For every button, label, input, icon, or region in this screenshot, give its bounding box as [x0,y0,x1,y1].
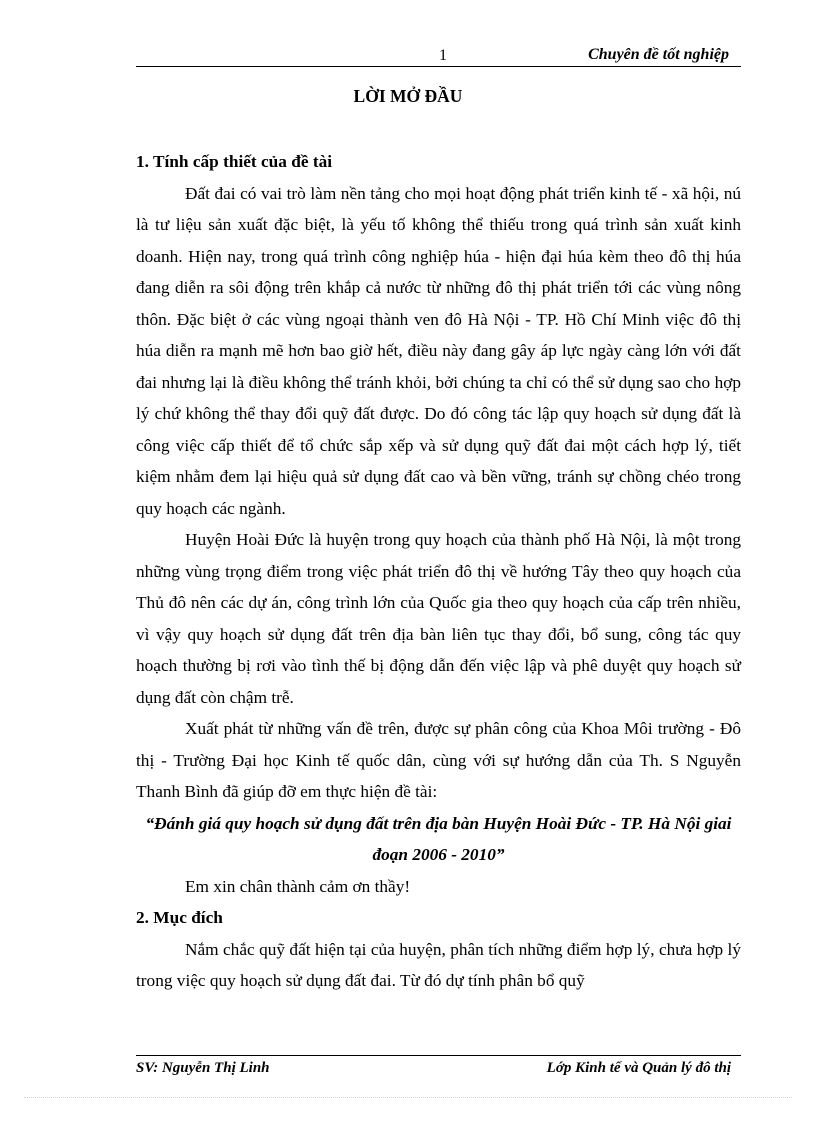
footer-class-name: Lớp Kinh tế và Quản lý đô thị [546,1060,731,1076]
paragraph-land-role: Đất đai có vai trò làm nền tảng cho mọi hoạt động phát triển kinh tế - xã hội, nú là tư liệu sản xuất đặc biệt, là yếu tố không thể thiếu trong quá trình sản xuất kinh doanh. Hiện nay, trong quá trình công nghiệp húa - hiện đại húa kèm theo đô thị húa đang diễn ra sôi động trên khắp cả nước từ những đô thị phát triển tới các vùng nông thôn. Đặc biệt ở các vùng ngoại thành ven đô Hà Nội - TP. Hồ Chí Minh việc đô thị húa diễn ra mạnh mẽ hơn bao giờ hết, điều này đang gây áp lực ngày càng lớn với đất đai nhưng lại là điều không thể tránh khỏi, bởi chúng ta chỉ có thể sử dụng sao cho hợp lý chứ không thể thay đổi quỹ đất được. Do đó công tác lập quy hoạch sử dụng đất là công việc cấp thiết để tổ chức sắp xếp và sử dụng quỹ đất đai một cách hợp lý, tiết kiệm nhằm đem lại hiệu quả sử dụng đất cao và bền vững, tránh sự chồng chéo trong quy hoạch các ngành. [136,183,741,518]
paragraph-hoai-duc: Huyện Hoài Đức là huyện trong quy hoạch của thành phố Hà Nội, là một trong những vùng trọng điểm trong việc phát triển đô thị về hướng Tây theo quy hoạch của Thủ đô nên các dự án, công trình lớn của Quốc gia theo quy hoạch của cấp trên nhiều, vì vậy quy hoạch sử dụng đất trên địa bàn liên tục thay đổi, bổ sung, công tác quy hoạch thường bị rơi vào tình thế bị động dẫn đến việc lập và phê duyệt quy hoạch sử dụng đất còn chậm trễ. [136,530,741,707]
running-title: Chuyên đề tốt nghiệp [588,46,729,63]
page-footer [136,1055,741,1076]
page-number: 1 [439,47,447,64]
thesis-topic: “Đánh giá quy hoạch sử dụng đất trên địa bàn Huyện Hoài Đức - TP. Hà Nội giai đoạn 2006 - 2010” [145,813,732,864]
paragraph-purpose: Nắm chắc quỹ đất hiện tại của huyện, phân tích những điểm hợp lý, chưa hợp lý trong việc quy hoạch sử dụng đất đai. Từ đó dự tính phân bổ quỹ [136,939,741,990]
document-title: LỜI MỞ ĐẦU [353,86,463,106]
page-header [136,44,741,67]
page-edge-divider [24,1097,792,1098]
thanks-line: Em xin chân thành cảm ơn thầy! [185,876,411,896]
footer-student-name: SV: Nguyễn Thị Linh [136,1060,270,1076]
section-heading-purpose: 2. Mục đích [136,908,223,927]
paragraph-assignment: Xuất phát từ những vấn đề trên, được sự phân công của Khoa Môi trường - Đô thị - Trường Đại học Kinh tế quốc dân, cùng với sự hướng dẫn của Th. S Nguyễn Thanh Bình đã giúp đỡ em thực hiện đề tài: [136,719,741,801]
section-heading-urgency: 1. Tính cấp thiết của đề tài [136,152,333,171]
document-body [136,146,741,997]
